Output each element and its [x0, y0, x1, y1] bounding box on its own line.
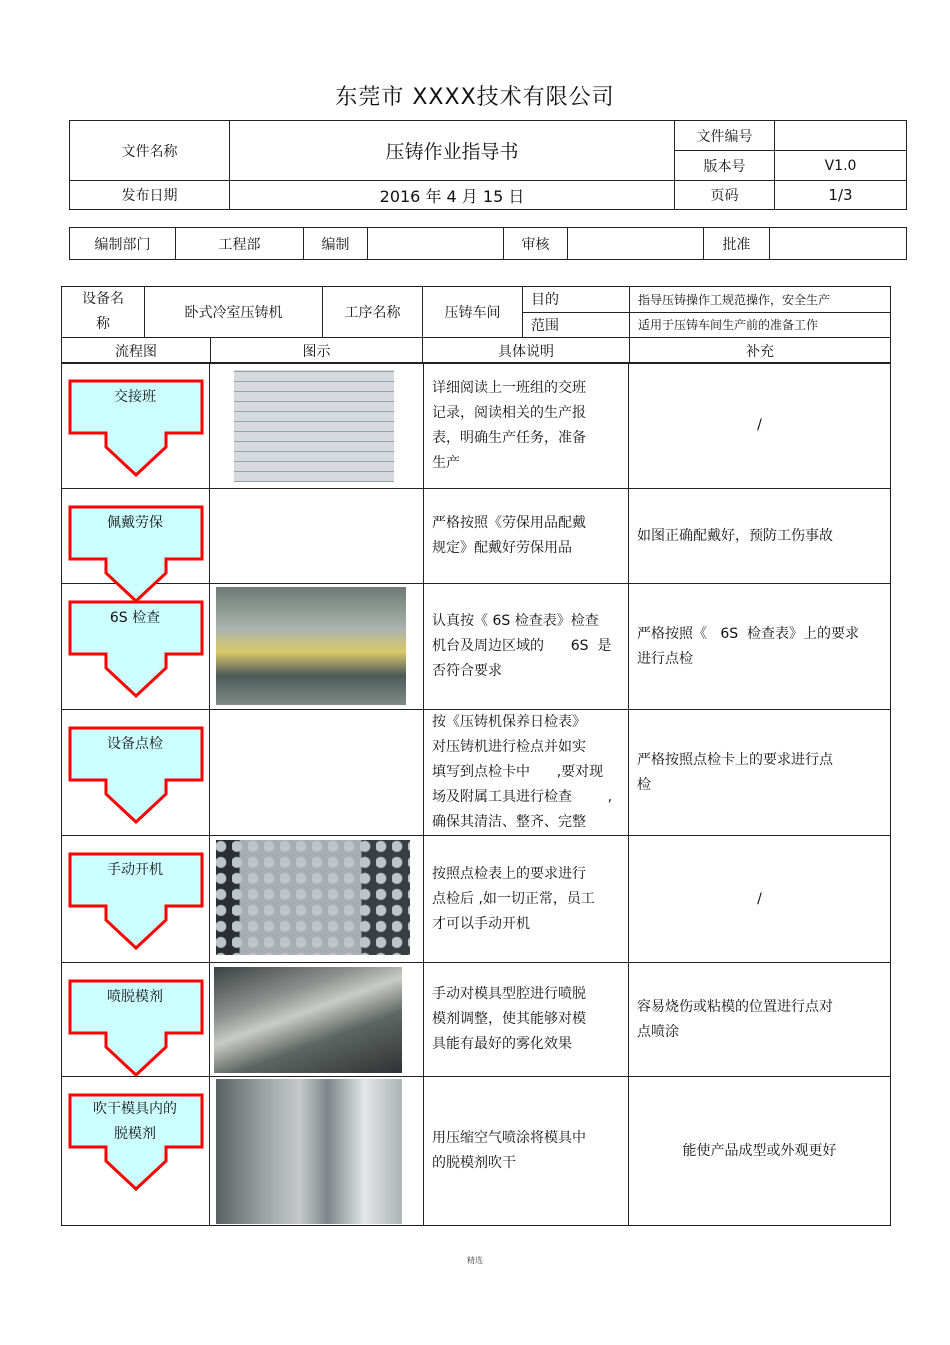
- equipment-label: 设备名 称: [62, 287, 145, 338]
- version-label: 版本号: [675, 151, 775, 181]
- scope-value: 适用于压铸车间生产前的准备工作: [630, 312, 891, 338]
- step-description: 详细阅读上一班组的交班 记录，阅读相关的生产报 表，明确生产任务，准备 生产: [424, 363, 629, 489]
- step-row: [62, 363, 891, 489]
- release-date-value: 2016 年 4 月 15 日: [230, 181, 675, 210]
- step-flow-cell: [62, 1077, 210, 1226]
- step-supplement: 如图正确配戴好，预防工伤事故: [629, 489, 891, 584]
- spray-photo: [214, 967, 402, 1073]
- step-row: [62, 963, 891, 1077]
- review-value: [568, 228, 704, 260]
- step-supplement: 严格按照《 6S 检查表》上的要求 进行点检: [629, 584, 891, 710]
- step-row: [62, 710, 891, 836]
- step-name: 交接班: [114, 389, 156, 405]
- approval-table: [69, 227, 907, 260]
- steps-table: [61, 362, 891, 1226]
- page-value: 1/3: [775, 181, 907, 210]
- step-illustration-cell: [210, 836, 424, 963]
- step-flow-cell: [62, 584, 210, 710]
- step-supplement: 容易烧伤或粘模的位置进行点对 点喷涂: [629, 963, 891, 1077]
- step-description: 手动对模具型腔进行喷脱 模剂调整，使其能够对模 具能有最好的雾化效果: [424, 963, 629, 1077]
- version-value: V1.0: [775, 151, 907, 181]
- dept-value: 工程部: [176, 228, 304, 260]
- step-illustration-cell: [210, 710, 424, 836]
- step-description: 按《压铸机保养日检表》 对压铸机进行检点并如实 填写到点检卡中 ,要对现 场及附属工具进行检查 , 确保其清洁、整齐、完整: [424, 710, 629, 836]
- machine-area-photo: [216, 587, 406, 705]
- process-label: 工序名称: [323, 287, 423, 338]
- step-flow-cell: [62, 710, 210, 836]
- shift-log-photo: [234, 370, 394, 482]
- file-no-value: [775, 121, 907, 151]
- file-name-value: 压铸作业指导书: [230, 121, 675, 181]
- dept-label: 编制部门: [70, 228, 176, 260]
- step-description: 认真按《 6S 检查表》检查 机台及周边区域的 6S 是 否符合要求: [424, 584, 629, 710]
- company-title: 东莞市 XXXX技术有限公司: [335, 85, 615, 110]
- author-label: 编制: [304, 228, 368, 260]
- worker-photo: [216, 1079, 402, 1224]
- step-supplement: /: [629, 836, 891, 963]
- col-description: 具体说明: [423, 338, 630, 364]
- step-row: [62, 836, 891, 963]
- scope-label: 范围: [523, 312, 630, 338]
- file-name-label: 文件名称: [70, 121, 230, 181]
- step-description: 用压缩空气喷涂将模具中 的脱模剂吹干: [424, 1077, 629, 1226]
- step-illustration-cell: [210, 584, 424, 710]
- step-flow-cell: [62, 363, 210, 489]
- step-flow-cell: [62, 489, 210, 584]
- purpose-label: 目的: [523, 287, 630, 313]
- step-supplement: 严格按照点检卡上的要求进行点 检: [629, 710, 891, 836]
- step-illustration-cell: [210, 963, 424, 1077]
- step-description: 严格按照《劳保用品配戴 规定》配戴好劳保用品: [424, 489, 629, 584]
- step-supplement: /: [629, 363, 891, 489]
- col-supplement: 补充: [630, 338, 891, 364]
- step-name: 吹干模具内的 脱模剂: [93, 1101, 177, 1142]
- col-illustration: 图示: [211, 338, 423, 364]
- step-flow-cell: [62, 963, 210, 1077]
- step-description: 按照点检表上的要求进行 点检后 ,如一切正常，员工 才可以手动开机: [424, 836, 629, 963]
- step-row: [62, 584, 891, 710]
- step-name: 喷脱模剂: [107, 989, 163, 1005]
- header-table: [69, 120, 907, 210]
- process-table: [61, 286, 891, 364]
- review-label: 审核: [504, 228, 568, 260]
- approve-label: 批准: [704, 228, 770, 260]
- process-value: 压铸车间: [423, 287, 523, 338]
- footer-text: 精选: [467, 1256, 483, 1265]
- step-name: 佩戴劳保: [107, 515, 163, 531]
- step-illustration-cell: [210, 1077, 424, 1226]
- step-illustration-cell: [210, 363, 424, 489]
- col-flowchart: 流程图: [62, 338, 211, 364]
- purpose-value: 指导压铸操作工规范操作，安全生产: [630, 287, 891, 313]
- approve-value: [770, 228, 907, 260]
- release-date-label: 发布日期: [70, 181, 230, 210]
- step-name: 6S 检查: [109, 610, 161, 626]
- step-illustration-cell: [210, 489, 424, 584]
- step-row: [62, 1077, 891, 1226]
- step-flow-cell: [62, 836, 210, 963]
- author-value: [368, 228, 504, 260]
- step-name: 手动开机: [107, 862, 163, 878]
- control-panel-photo: [216, 840, 410, 955]
- page-label: 页码: [675, 181, 775, 210]
- file-no-label: 文件编号: [675, 121, 775, 151]
- step-supplement: 能使产品成型或外观更好: [629, 1077, 891, 1226]
- equipment-value: 卧式冷室压铸机: [145, 287, 323, 338]
- step-row: [62, 489, 891, 584]
- step-name: 设备点检: [107, 736, 163, 752]
